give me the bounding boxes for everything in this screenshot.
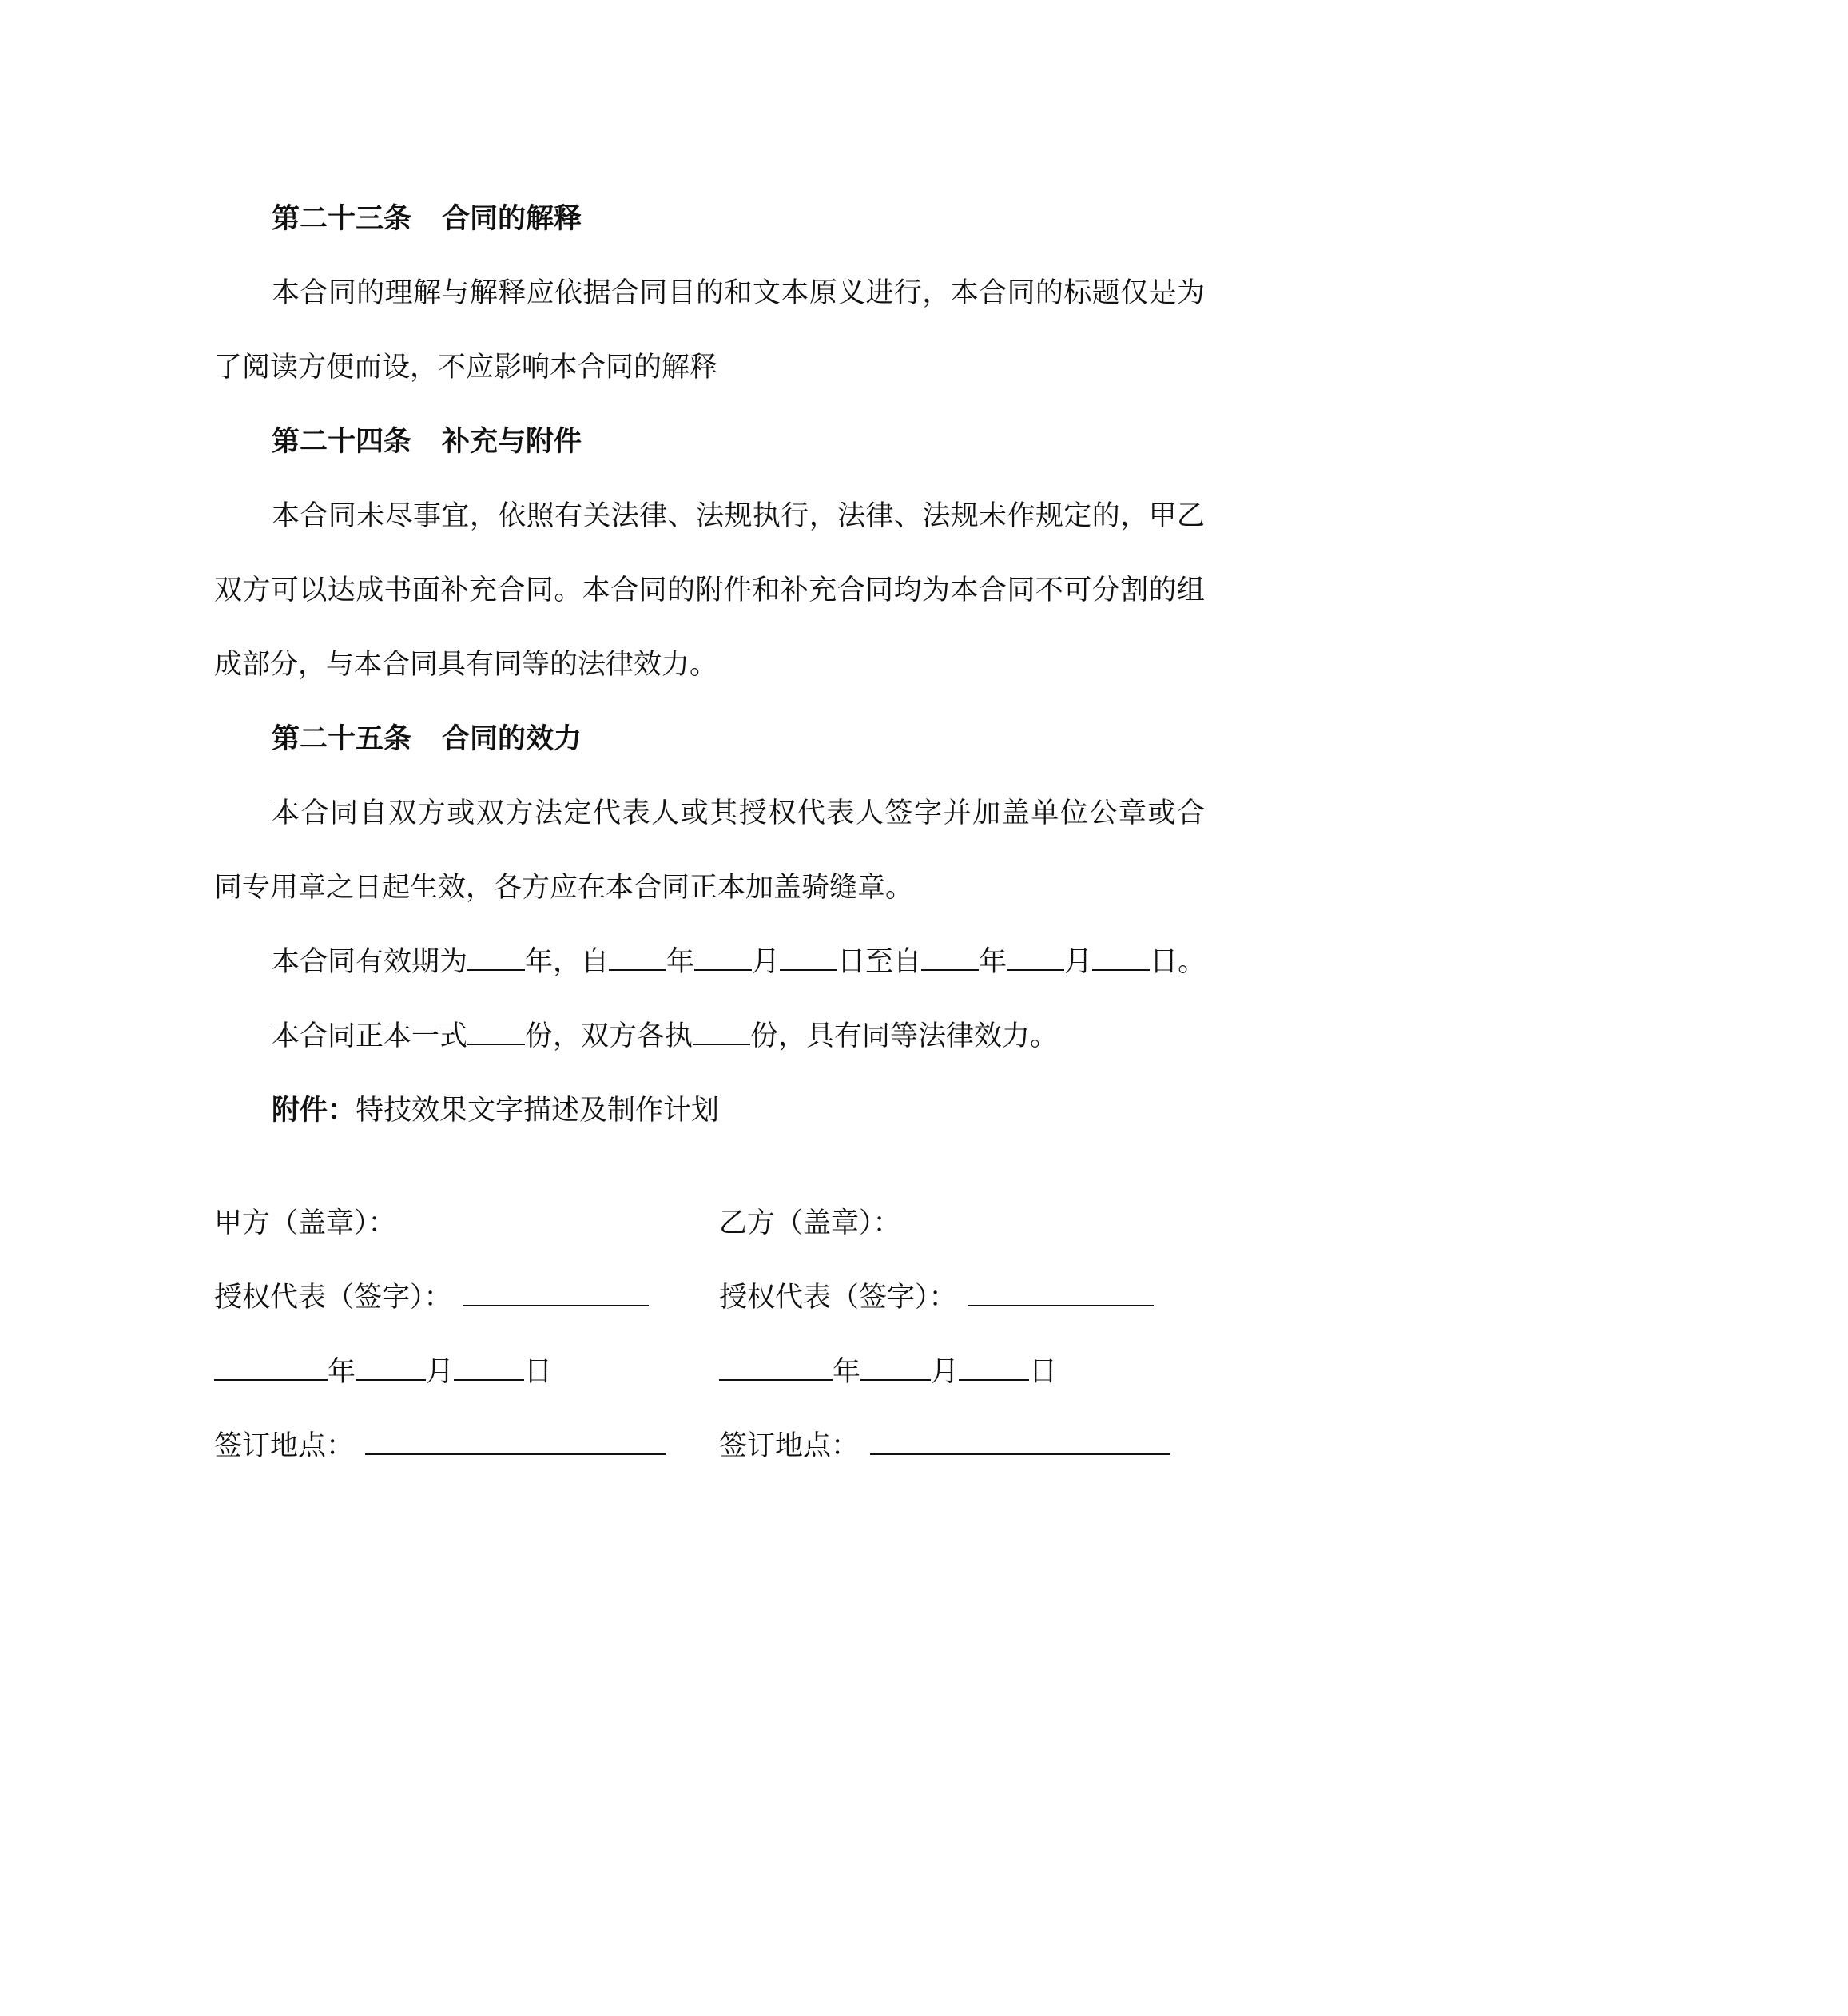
validity-year2-label: 年 [666,946,695,978]
article-25-number: 第二十五条 [272,723,412,755]
article-25-line-1: 本合同自双方或双方法定代表人或其授权代表人签字并加盖单位公章或合 [272,797,1205,829]
party-b-date-month-label: 月 [931,1356,960,1388]
attachment-text: 特技效果文字描述及制作计划 [356,1095,720,1127]
party-a-rep-label: 授权代表（签字）： [214,1282,452,1314]
signature-row-party [214,1187,1205,1261]
article-25-title: 合同的效力 [442,723,582,755]
party-b-date-year-blank[interactable] [719,1355,833,1381]
party-a-place-label: 签订地点： [214,1430,355,1462]
party-a-seal: 甲方（盖章）： [214,1207,396,1239]
validity-year-label: 年，自 [525,946,610,978]
party-a-place [214,1410,666,1484]
blank-start-month[interactable] [694,945,752,971]
party-b-rep [719,1261,1154,1335]
party-b-seal: 乙方（盖章）： [719,1207,901,1239]
party-a-date [214,1335,552,1410]
blank-end-year[interactable] [921,945,979,971]
article-25-line-2: 同专用章之日起生效，各方应在本合同正本加盖骑缝章。 [214,872,914,904]
party-b-date-day-blank[interactable] [959,1355,1029,1381]
attachment-line [214,1074,1205,1148]
party-b-rep-label: 授权代表（签字）： [719,1282,957,1314]
validity-line [214,925,1205,1000]
article-23-number: 第二十三条 [272,203,412,235]
party-b-place [719,1410,1170,1484]
party-b-rep-signature-line[interactable] [968,1281,1154,1306]
blank-total-copies[interactable] [467,1020,525,1045]
party-b-place-label: 签订地点： [719,1430,860,1462]
blank-end-month[interactable] [1007,945,1064,971]
validity-month2-label: 月 [1064,946,1093,978]
article-24-number: 第二十四条 [272,426,412,458]
validity-month-label: 月 [752,946,781,978]
party-a-date-month-label: 月 [426,1356,455,1388]
article-24-title: 补充与附件 [442,426,582,458]
copies-mid: 份，双方各执 [525,1020,693,1052]
attachment-label: 附件： [272,1095,356,1127]
party-b-date [719,1335,1057,1410]
blank-start-year[interactable] [609,945,666,971]
party-a-date-year-blank[interactable] [214,1355,328,1381]
blank-start-day[interactable] [780,945,837,971]
article-23-line-1: 本合同的理解与解释应依据合同目的和文本原义进行，本合同的标题仅是为 [272,277,1205,309]
article-24-line-3: 成部分，与本合同具有同等的法律效力。 [214,649,718,681]
party-a-place-line[interactable] [365,1429,666,1455]
blank-each-copies[interactable] [693,1020,750,1045]
signature-row-place [214,1410,1205,1484]
party-a-date-month-blank[interactable] [356,1355,426,1381]
article-23-title: 合同的解释 [442,203,582,235]
party-a-date-year-label: 年 [328,1356,356,1388]
party-b-place-line[interactable] [870,1429,1170,1455]
copies-line [214,1000,1205,1074]
party-b-date-year-label: 年 [833,1356,861,1388]
copies-prefix: 本合同正本一式 [272,1020,468,1052]
party-a-rep-signature-line[interactable] [463,1281,649,1306]
document-page [214,182,1205,1484]
article-24-line-1: 本合同未尽事宜，依照有关法律、法规执行，法律、法规未作规定的，甲乙 [272,500,1205,532]
party-b-date-month-blank[interactable] [860,1355,931,1381]
article-24-heading [214,405,1205,479]
signature-row-date [214,1335,1205,1410]
article-23-line-2: 了阅读方便而设，不应影响本合同的解释 [214,352,718,384]
validity-day-end-label: 日。 [1150,946,1206,978]
article-24-line-2: 双方可以达成书面补充合同。本合同的附件和补充合同均为本合同不可分割的组 [214,575,1205,606]
party-a-date-day-label: 日 [524,1356,553,1388]
party-b-date-day-label: 日 [1029,1356,1058,1388]
validity-prefix: 本合同有效期为 [272,946,468,978]
blank-term-years[interactable] [467,945,525,971]
blank-end-day[interactable] [1092,945,1150,971]
signature-row-rep [214,1261,1205,1335]
article-25-heading [214,702,1205,777]
validity-year3-label: 年 [979,946,1007,978]
party-a-date-day-blank[interactable] [454,1355,524,1381]
article-23-heading [214,182,1205,256]
validity-day-to-label: 日至自 [837,946,922,978]
party-a-rep [214,1261,649,1335]
copies-suffix: 份，具有同等法律效力。 [750,1020,1059,1052]
